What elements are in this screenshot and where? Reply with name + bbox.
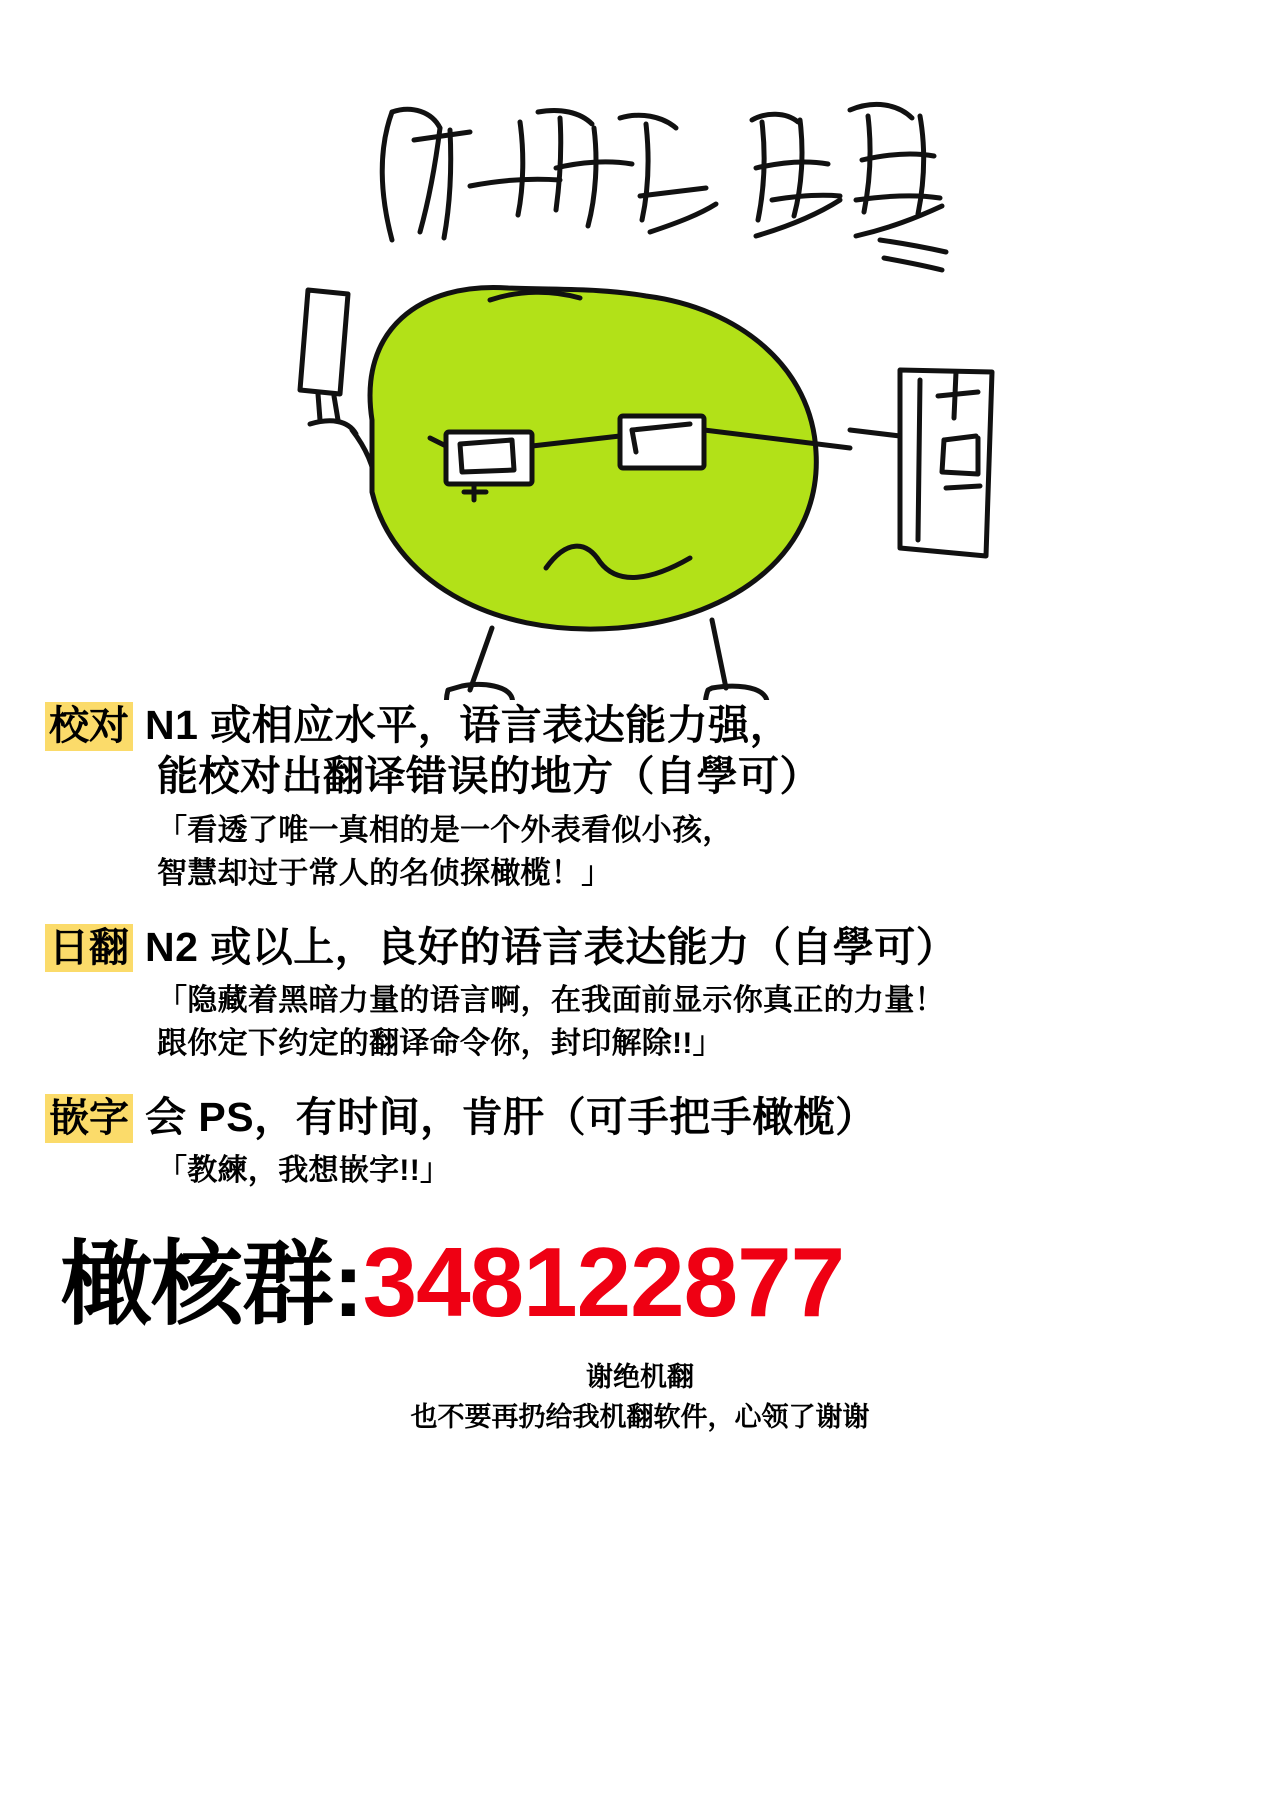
illustration-area [0, 0, 1280, 700]
footer-line-2: 也不要再扔给我机翻软件，心领了谢谢 [410, 1402, 870, 1432]
role-quote-line2: 智慧却过于常人的名侦探橄榄！」 [157, 857, 612, 890]
role-block-proofreader [45, 700, 1240, 896]
qq-group-line [0, 1226, 1280, 1337]
role-tag: 嵌字 [45, 1094, 133, 1143]
olive-body [370, 287, 816, 629]
role-block-typesetter [45, 1092, 1240, 1193]
role-requirement-line2: 能校对出翻译错误的地方（自學可） [157, 753, 821, 800]
footer-note [0, 1357, 1280, 1438]
role-quote-line1: 「看透了唯一真相的是一个外表看似小孩， [157, 813, 733, 847]
role-quote-line1: 「隐藏着黑暗力量的语言啊，在我面前显示你真正的力量！ [157, 983, 945, 1017]
role-block-japanese-translator [45, 922, 1240, 1066]
recruitment-list [0, 700, 1280, 1193]
hand-drawn-olive-character-icon [0, 0, 1280, 700]
role-quote-line2: 跟你定下约定的翻译命令你，封印解除!!」 [157, 1027, 723, 1061]
role-requirement: 会 PS，有时间，肯肝（可手把手橄榄） [145, 1093, 877, 1140]
role-header [45, 922, 1240, 973]
footer-line-1: 谢绝机翻 [586, 1361, 694, 1392]
role-header [45, 700, 1240, 751]
role-header [45, 1092, 1240, 1143]
role-tag: 校对 [45, 702, 133, 751]
role-quote-line1: 「教練，我想嵌字!!」 [157, 1154, 451, 1187]
role-requirement: N2 或以上，良好的语言表达能力（自學可） [145, 923, 958, 970]
role-tag: 日翻 [45, 924, 133, 973]
role-requirement: N1 或相应水平，语言表达能力强， [145, 702, 792, 748]
qq-group-label: 橄核群: [60, 1233, 363, 1336]
qq-group-number[interactable]: 348122877 [362, 1226, 845, 1337]
